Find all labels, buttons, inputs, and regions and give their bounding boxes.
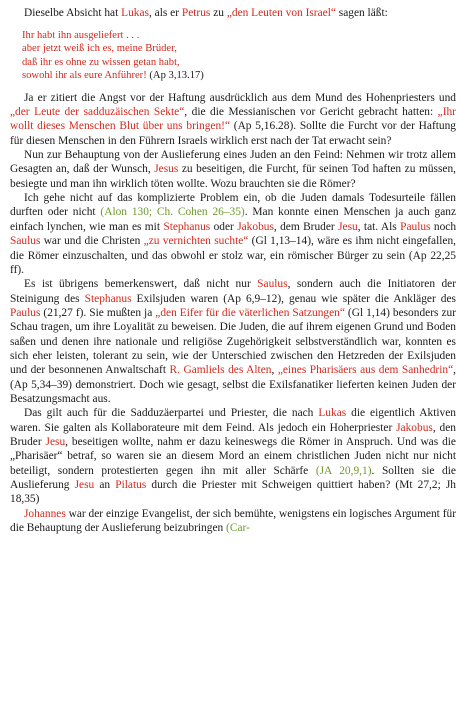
paragraph-3: Nun zur Behauptung von der Auslieferung eines Juden an den Feind: Nehmen wir trotz allem Gesagten an, daß der Wunsch, Jesus zu beseitigen, die Furcht, für seinen Tod haften zu müssen, besiegte und man ihn wirklich töten wollte. Wozu brauchten sie die Römer?	[10, 149, 456, 190]
paragraph-intro: Dieselbe Absicht hat Lukas, als er Petrus zu „den Leuten von Israel“ sagen läßt:	[24, 7, 388, 19]
quote-reference: (Ap 3,13.17)	[146, 69, 204, 81]
paragraph-2: Ja er zitiert die Angst vor der Haftung ausdrücklich aus dem Mund des Hohenpriesters und „der Leute der sadduzäischen Sekte“, die die Messianischen vor Gericht gebracht hatten: „Ihr wollt dieses Menschen Blut über uns bringen!“ (Ap 5,16.28). Sollte die Furcht vor der Haftung für diesen Menschen in den Führern Israels wirklich erst nach der Tat erwacht sein?	[10, 91, 456, 147]
person-name: Petrus	[181, 7, 211, 19]
reference-citation: (Alon 130; Ch. Cohen 26–35)	[100, 206, 245, 219]
paragraph-7: Johannes war der einzige Evangelist, der sich bemühte, wenigstens ein logisches Argument für die Behauptung der Auslieferung beizubringen (Car-	[10, 507, 456, 535]
reference-citation: (Car-	[226, 522, 250, 535]
person-name: Lukas	[121, 7, 149, 19]
paragraph-6: Das gilt auch für die Sadduzäerpartei und Priester, die nach Lukas die eigentlich Aktiven waren. Sie galten als Kollaborateure mit dem Feind. Als jedoch ein Hoherpriester Jakobus, den Bruder Jesu, beseitigen wollte, nahm er dazu keineswegs die Römer in Anspruch. Und was die „Pharisäer“ betraf, so waren sie an diesem Mord an einem christlichen Juden nicht nur nicht beteiligt, sondern protestierten gegen ihn mit aller Schärfe (JA 20,9,1). Sollten sie die Auslieferung Jesu an Pilatus durch die Priester mit Schweigen quittiert haben? (Mt 27,2; Jh 18,35)	[10, 407, 456, 506]
quote-line: Ihr habt ihn ausgeliefert . . .	[22, 30, 140, 42]
paragraph-5: Es ist übrigens bemerkenswert, daß nicht nur Saulus, sondern auch die Initiatoren der Steinigung des Stephanus Exilsjuden waren (Ap 6,9–12), genau wie später die Ankläger des Paulus (21,27 f). Sie mußten ja „den Eifer für die väterlichen Satzungen“ (Gl 1,14) besonders zur Schau tragen, um ihre Loyalität zu beweisen. Die Juden, die auf ihrem eigenen Grund und Boden saßen und denen ihre nationale und religiöse Zugehörigkeit selbstverständlich war, konnten es sich eher leisten, tolerant zu sein, wie der Unterschied zwischen den Hetzreden der Exilsjuden und der besonnenen Anwaltschaft R. Gamliels des Alten, „eines Pharisäers aus dem Sanhedrin“, (Ap 5,34–39) demonstriert. Doch wie gesagt, selbst die Exilsfanatiker lieferten keinen Juden der Besatzungsmacht aus.	[10, 278, 456, 405]
block-quote	[22, 29, 456, 81]
quoted-phrase: „den Leuten von Israel“	[226, 7, 336, 19]
quote-line-with-ref: sowohl ihr als eure Anführer! (Ap 3,13.17)	[22, 69, 204, 81]
reference-citation: (JA 20,9,1)	[315, 464, 372, 477]
paragraph-4: Ich gehe nicht auf das komplizierte Problem ein, ob die Juden damals Todesurteile fällen durften oder nicht (Alon 130; Ch. Cohen 26–35). Man konnte einen Menschen ja auch ganz einfach lynchen, wie man es mit Stephanus oder Jakobus, dem Bruder Jesu, tat. Als Paulus noch Saulus war und die Christen „zu vernichten suchte“ (Gl 1,13–14), wäre es ihm nicht eingefallen, die Römer einzuschalten, und das obwohl er stolz war, ein römischer Bürger zu sein (Ap 22,25 ff).	[10, 192, 457, 276]
quote-line: daß ihr es ohne zu wissen getan habt,	[22, 56, 180, 68]
quote-line: aber jetzt weiß ich es, meine Brüder,	[22, 43, 177, 55]
